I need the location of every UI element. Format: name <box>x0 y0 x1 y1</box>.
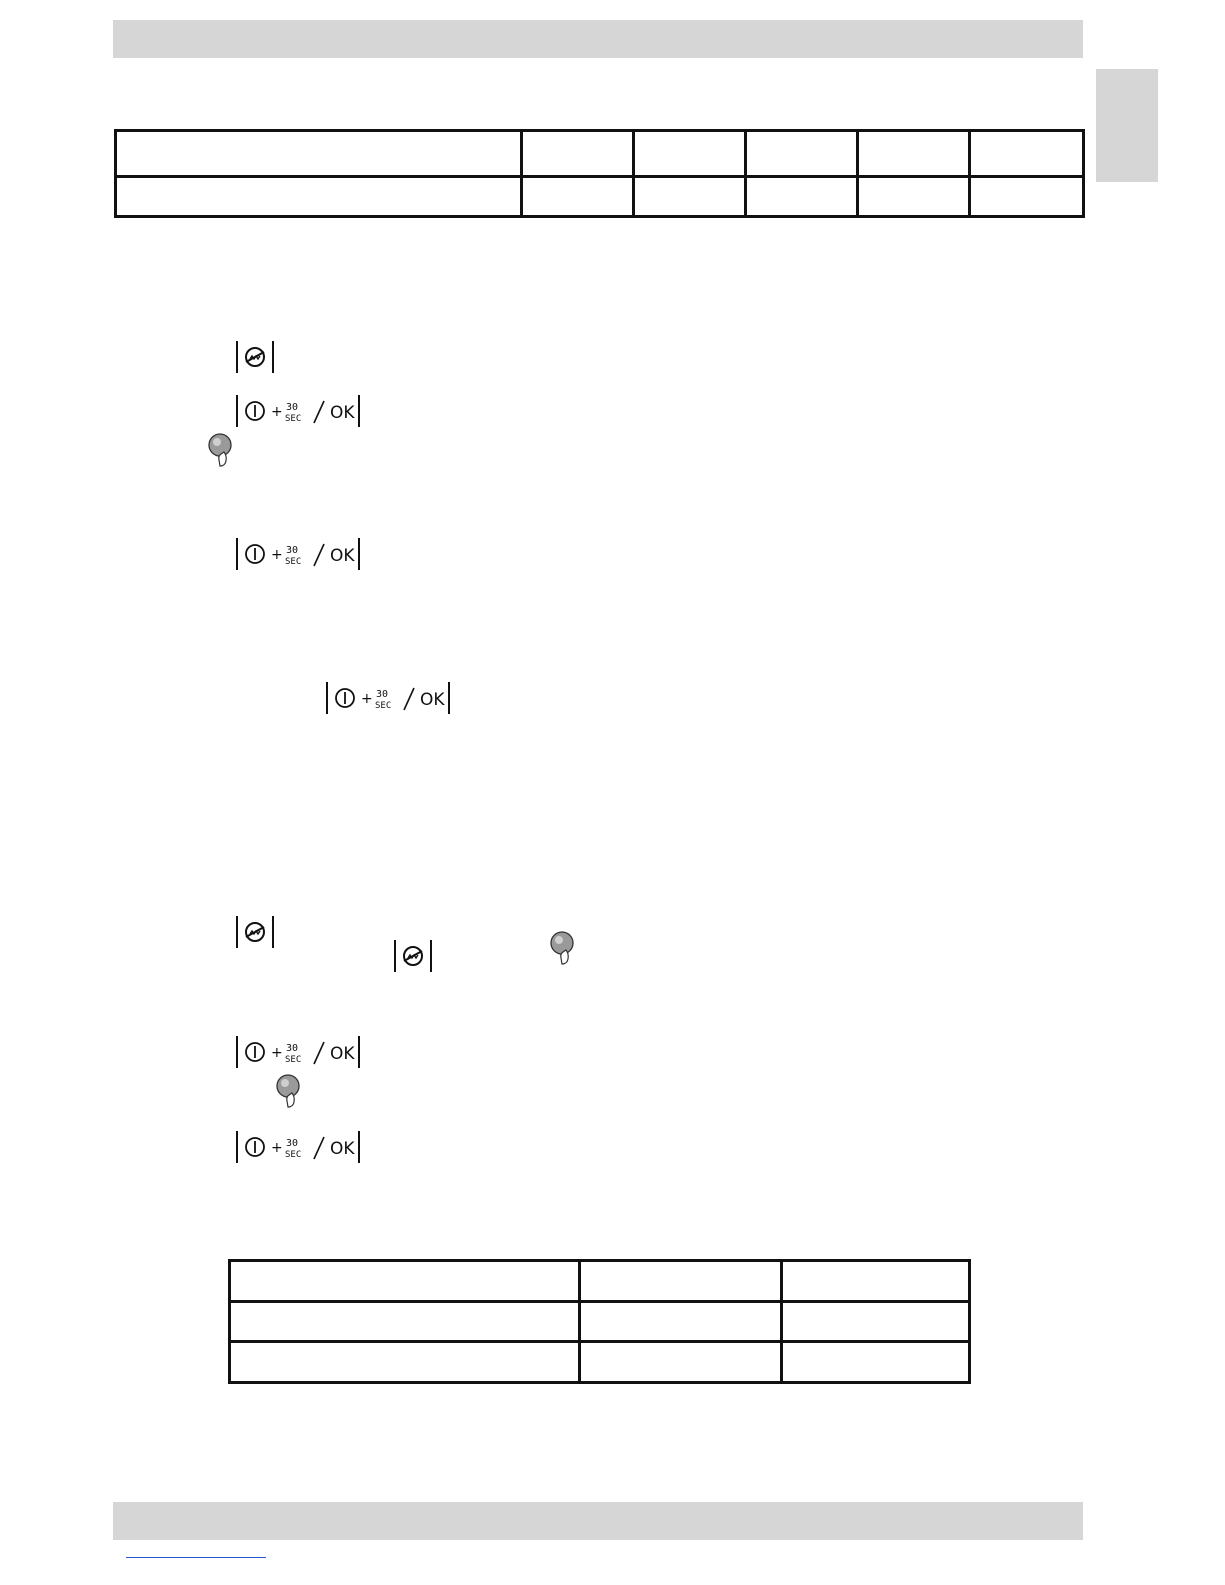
svg-text:SEC: SEC <box>285 414 302 424</box>
start-30sec-ok-button-symbol <box>326 681 450 715</box>
svg-text:30: 30 <box>286 545 299 556</box>
dial-knob-icon <box>206 432 236 468</box>
footer-bar <box>113 1502 1083 1540</box>
svg-text:+: + <box>271 1045 283 1061</box>
settings-table-top <box>114 129 1085 218</box>
svg-text:OK: OK <box>330 1139 355 1159</box>
svg-text:SEC: SEC <box>285 557 302 567</box>
table-cell <box>782 1302 970 1342</box>
header-bar <box>113 20 1083 58</box>
grill-icon <box>238 916 272 948</box>
start-30sec-ok-button-symbol <box>236 1035 360 1069</box>
table-cell <box>580 1302 782 1342</box>
start-30sec-ok-button-symbol <box>236 394 360 428</box>
grill-button-symbol <box>394 939 432 973</box>
svg-text:+: + <box>361 691 373 707</box>
table-row <box>116 131 1084 177</box>
svg-text:OK: OK <box>330 1044 355 1064</box>
svg-text:OK: OK <box>330 403 355 423</box>
svg-text:30: 30 <box>286 1043 299 1054</box>
settings-table-bottom <box>228 1259 971 1384</box>
svg-text:SEC: SEC <box>375 701 392 711</box>
table-cell <box>970 177 1084 217</box>
table-row <box>116 177 1084 217</box>
table-cell <box>522 131 634 177</box>
svg-text:SEC: SEC <box>285 1055 302 1065</box>
table-cell <box>970 131 1084 177</box>
table-cell <box>782 1342 970 1383</box>
table-cell <box>782 1261 970 1302</box>
table-cell <box>522 177 634 217</box>
table-cell <box>116 177 522 217</box>
table-cell <box>858 131 970 177</box>
grill-icon <box>396 940 430 972</box>
table-cell <box>634 177 746 217</box>
svg-text:+: + <box>271 1140 283 1156</box>
table-cell <box>580 1261 782 1302</box>
table-cell <box>116 131 522 177</box>
language-side-tab <box>1096 69 1158 182</box>
dial-knob-icon <box>548 930 578 966</box>
table-cell <box>634 131 746 177</box>
svg-text:30: 30 <box>376 689 389 700</box>
svg-text:OK: OK <box>420 690 445 710</box>
dial-knob-icon <box>274 1073 304 1109</box>
svg-text:SEC: SEC <box>285 1150 302 1160</box>
table-row <box>230 1342 970 1383</box>
grill-icon <box>238 341 272 373</box>
start-30sec-ok-button-symbol <box>236 1130 360 1164</box>
start-30sec-ok-button-symbol <box>236 537 360 571</box>
svg-text:30: 30 <box>286 1138 299 1149</box>
svg-text:OK: OK <box>330 546 355 566</box>
table-cell <box>230 1302 580 1342</box>
svg-text:+: + <box>271 547 283 563</box>
table-cell <box>746 177 858 217</box>
table-cell <box>230 1261 580 1302</box>
grill-button-symbol <box>236 915 274 949</box>
svg-text:30: 30 <box>286 402 299 413</box>
table-cell <box>230 1342 580 1383</box>
svg-text:+: + <box>271 404 283 420</box>
table-row <box>230 1302 970 1342</box>
table-cell <box>580 1342 782 1383</box>
table-cell <box>858 177 970 217</box>
grill-button-symbol <box>236 340 274 374</box>
footer-link-underline <box>126 1557 266 1558</box>
table-row <box>230 1261 970 1302</box>
table-cell <box>746 131 858 177</box>
